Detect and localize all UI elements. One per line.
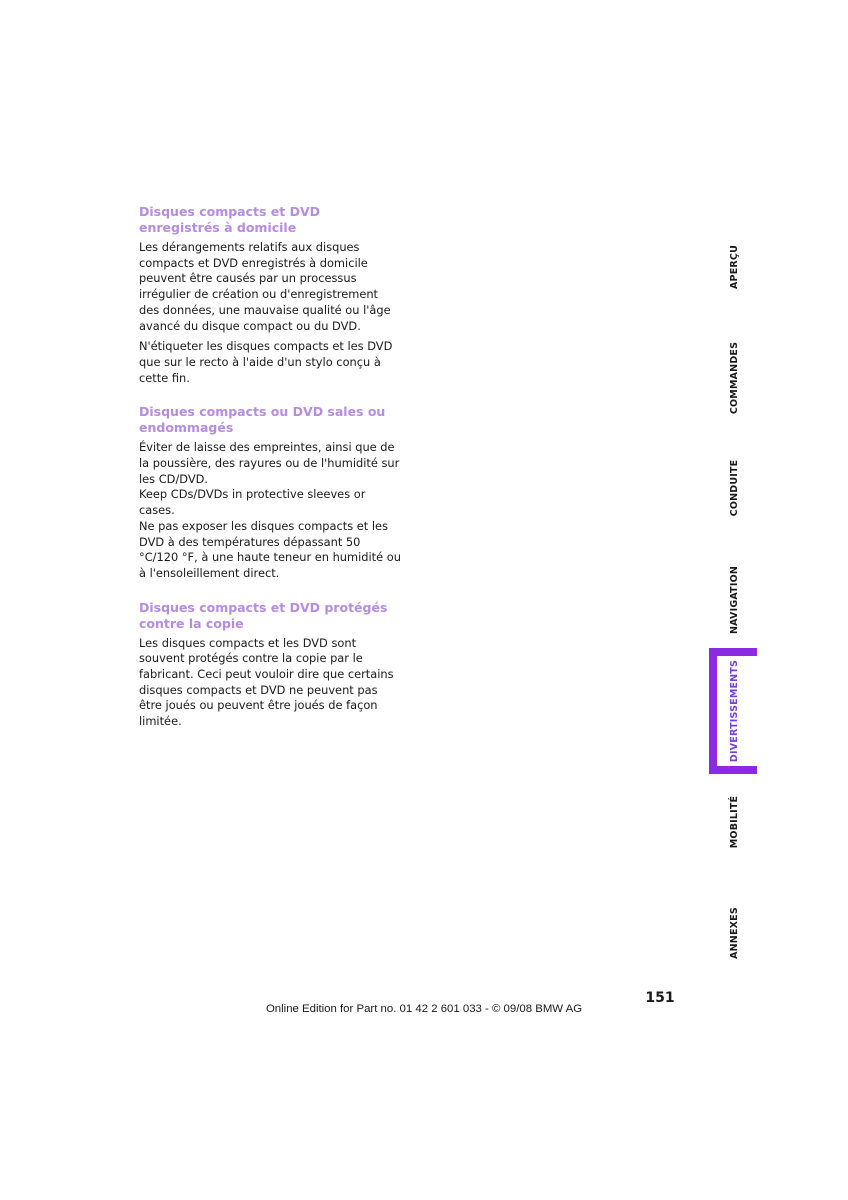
section-title: Disques compacts ou DVD sales ou endommagés	[139, 404, 386, 436]
paragraph: Ne pas exposer les disques compacts et les DVD à des températures dépassant 50 °C/120 °F, à une haute teneur en humidité ou à l'ensoleillement direct.	[139, 518, 401, 580]
footer: Online Edition for Part no. 01 42 2 601 033 - © 09/08 BMW AG	[265, 1003, 583, 1015]
paragraph: Éviter de laisse des empreintes, ainsi que de la poussière, des rayures ou de l'humidité sur les CD/DVD.	[139, 440, 400, 486]
page-number: 151	[645, 990, 675, 1006]
tab-divertissements[interactable]: DIVERTISSEMENTS	[729, 659, 740, 763]
paragraph: Keep CDs/DVDs in protective sleeves or cases.	[139, 487, 366, 518]
tab-commandes[interactable]: COMMANDES	[729, 341, 740, 415]
tab-navigation[interactable]: NAVIGATION	[729, 566, 740, 634]
paragraph: Les disques compacts et les DVD sont souvent protégés contre la copie par le fabricant. Ceci peut vouloir dire que certains disques compacts et DVD ne peuvent pas être joués ou peuvent être joués de façon limitée.	[139, 635, 394, 729]
tab-annexes[interactable]: ANNEXES	[729, 907, 740, 959]
section-title: Disques compacts et DVD protégés contre la copie	[139, 599, 388, 631]
main-content	[139, 204, 401, 748]
tab-apercu[interactable]: APERÇU	[729, 245, 740, 290]
section-title: Disques compacts et DVD enregistrés à domicile	[139, 204, 321, 235]
paragraph: N'étiqueter les disques compacts et les DVD que sur le recto à l'aide d'un stylo conçu à cette fin.	[139, 339, 393, 385]
tab-conduite[interactable]: CONDUITE	[729, 459, 740, 517]
tab-mobilite[interactable]: MOBILITÉ	[729, 795, 740, 849]
section-home-recorded	[139, 204, 401, 386]
paragraph: Les dérangements relatifs aux disques compacts et DVD enregistrés à domicile peuvent être causés par un processus irrégulier de création ou d'enregistrement des données, une mauvaise qualité ou l'âge avancé du disque compact ou du DVD.	[139, 240, 391, 333]
section-dirty-damaged	[139, 404, 401, 581]
section-copy-protected	[139, 600, 401, 730]
